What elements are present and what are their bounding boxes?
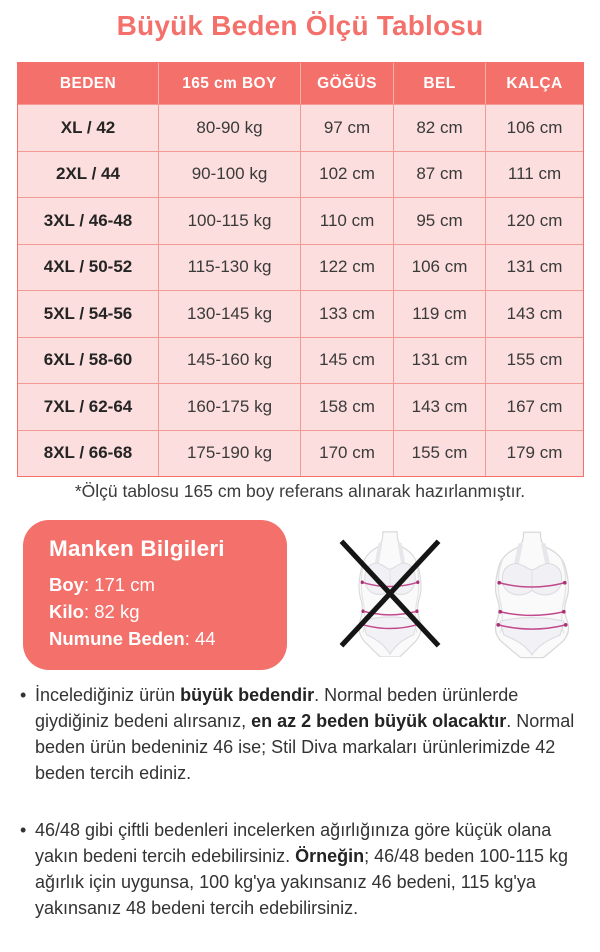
column-header: KALÇA	[485, 63, 583, 104]
measure-cell: 133 cm	[300, 290, 393, 337]
measure-cell: 167 cm	[485, 383, 583, 430]
notes-list	[20, 682, 582, 952]
measure-cell: 143 cm	[485, 290, 583, 337]
measure-cell: 122 cm	[300, 244, 393, 291]
measure-cell: 115-130 kg	[158, 244, 300, 291]
note-text: 46/48 gibi çiftli bedenleri incelerken ağırlığınıza göre küçük olana yakın bedeni tercih edebilirsiniz.	[35, 820, 552, 866]
field-value: : 82 kg	[83, 601, 140, 622]
measure-cell: 100-115 kg	[158, 197, 300, 244]
crossed-body-figure	[332, 530, 448, 657]
size-cell: 3XL / 46-48	[18, 197, 158, 244]
size-cell: 7XL / 62-64	[18, 383, 158, 430]
measure-cell: 106 cm	[485, 104, 583, 151]
measure-cell: 119 cm	[393, 290, 485, 337]
measure-cell: 160-175 kg	[158, 383, 300, 430]
size-cell: 2XL / 44	[18, 151, 158, 198]
column-header: GÖĞÜS	[300, 63, 393, 104]
model-info-title: Manken Bilgileri	[49, 536, 225, 561]
measure-cell: 90-100 kg	[158, 151, 300, 198]
size-cell: 6XL / 58-60	[18, 337, 158, 384]
size-cell: 4XL / 50-52	[18, 244, 158, 291]
measure-cell: 145-160 kg	[158, 337, 300, 384]
field-value: : 44	[184, 628, 216, 649]
model-info-field	[49, 571, 277, 598]
size-table	[17, 62, 584, 477]
field-label: Boy	[49, 574, 84, 595]
column-header: 165 cm BOY	[158, 63, 300, 104]
measure-cell: 131 cm	[393, 337, 485, 384]
table-footnote: *Ölçü tablosu 165 cm boy referans alınarak hazırlanmıştır.	[74, 481, 526, 501]
size-cell: 5XL / 54-56	[18, 290, 158, 337]
model-info-field	[49, 598, 277, 625]
measure-cell: 87 cm	[393, 151, 485, 198]
measure-cell: 155 cm	[393, 430, 485, 477]
measure-cell: 170 cm	[300, 430, 393, 477]
measure-cell: 179 cm	[485, 430, 583, 477]
column-header: BEL	[393, 63, 485, 104]
measure-cell: 95 cm	[393, 197, 485, 244]
measure-cell: 80-90 kg	[158, 104, 300, 151]
note-item	[20, 817, 582, 921]
note-emphasis: en az 2 beden büyük olacaktır	[251, 711, 507, 731]
measure-cell: 111 cm	[485, 151, 583, 198]
plus-size-body-illustration	[495, 532, 568, 657]
measure-cell: 102 cm	[300, 151, 393, 198]
field-label: Kilo	[49, 601, 84, 622]
note-item	[20, 682, 582, 786]
note-text: . Normal beden ürünlerde giydiğiniz bedeni alırsanız,	[35, 685, 519, 731]
field-value: : 171 cm	[83, 574, 155, 595]
measure-cell: 106 cm	[393, 244, 485, 291]
measure-cell: 131 cm	[485, 244, 583, 291]
measure-cell: 158 cm	[300, 383, 393, 430]
note-text: . Normal beden ürün bedeniniz 46 ise; Stil Diva markaları ürünlerimizde 42 beden tercih ediniz.	[35, 711, 575, 783]
note-text: ; 46/48 beden 100-115 kg ağırlık için uygunsa, 100 kg'ya yakınsanız 46 bedeni, 115 kg'ya yakınsanız 48 bedeni tercih edebilirsiniz.	[35, 846, 568, 918]
note-emphasis: büyük bedendir	[180, 685, 315, 705]
page-title: Büyük Beden Ölçü Tablosu	[116, 10, 484, 41]
size-cell: XL / 42	[18, 104, 158, 151]
model-info-card	[23, 520, 287, 670]
measured-body-figure	[474, 528, 590, 660]
size-cell: 8XL / 66-68	[18, 430, 158, 477]
measure-cell: 97 cm	[300, 104, 393, 151]
measure-cell: 82 cm	[393, 104, 485, 151]
measure-cell: 110 cm	[300, 197, 393, 244]
measure-cell: 130-145 kg	[158, 290, 300, 337]
measure-cell: 143 cm	[393, 383, 485, 430]
measure-cell: 145 cm	[300, 337, 393, 384]
measure-cell: 120 cm	[485, 197, 583, 244]
note-emphasis: Örneğin	[295, 846, 365, 866]
measure-cell: 175-190 kg	[158, 430, 300, 477]
measure-cell: 155 cm	[485, 337, 583, 384]
note-text: İncelediğiniz ürün	[35, 685, 181, 705]
model-info-fields	[49, 571, 277, 652]
field-label: Numune Beden	[49, 628, 185, 649]
column-header: BEDEN	[18, 63, 158, 104]
model-info-field	[49, 625, 277, 652]
